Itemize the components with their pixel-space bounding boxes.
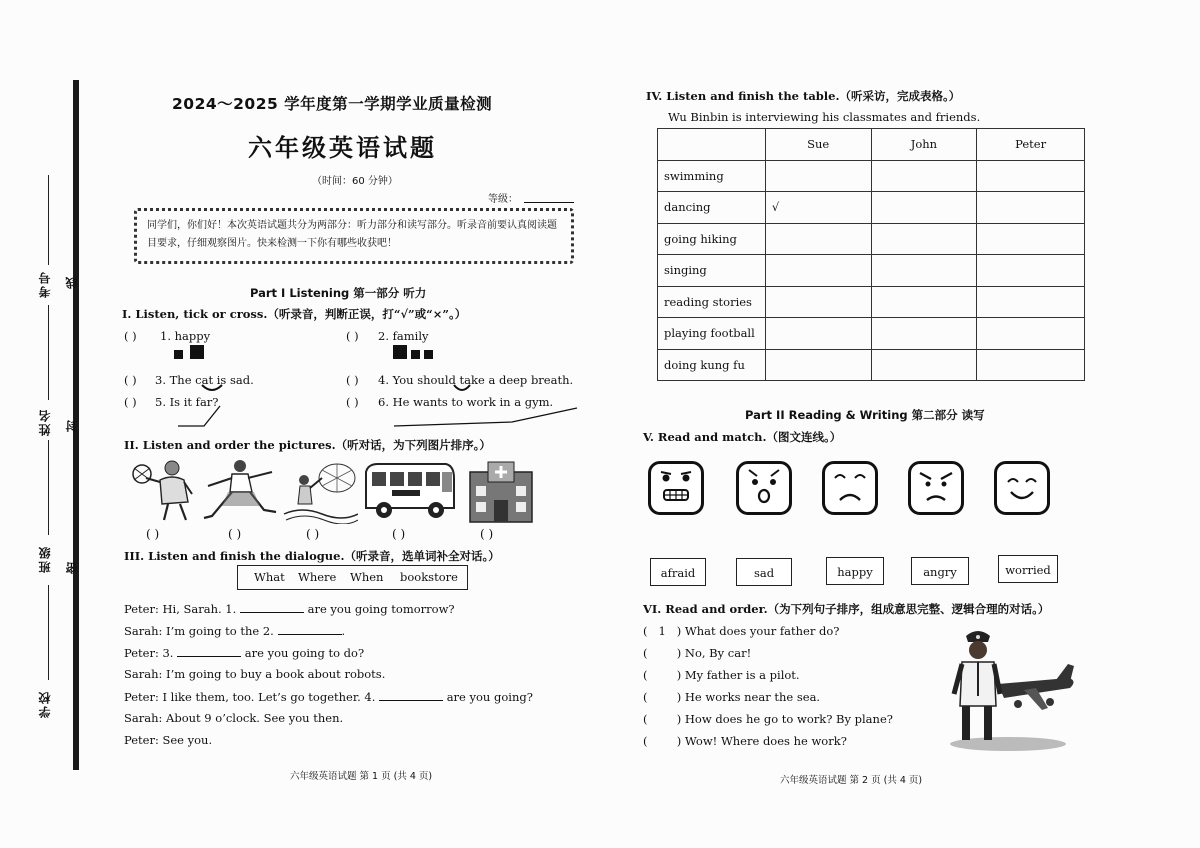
table-row — [658, 223, 1085, 255]
order-text: He works near the sea. — [684, 690, 821, 704]
john-cell[interactable] — [871, 223, 977, 255]
table-header: Sue — [765, 129, 871, 161]
dialogue-post: are you going tomorrow? — [307, 602, 455, 616]
answer-paren[interactable]: ( ) — [124, 329, 137, 343]
dialogue-post: . — [341, 624, 346, 638]
class-line — [48, 440, 49, 535]
answer-paren[interactable]: ( ) — [346, 395, 359, 409]
seal-seal-label: 封 — [65, 418, 79, 432]
match-word-box[interactable] — [998, 555, 1058, 583]
john-cell[interactable] — [871, 286, 977, 318]
answer-blank[interactable] — [379, 689, 443, 701]
section5-title: V. Read and match.（图文连线。） — [643, 430, 842, 444]
sue-cell[interactable]: √ — [765, 192, 871, 224]
linking-mark — [200, 383, 224, 393]
sad-face-icon — [822, 461, 878, 515]
peter-cell[interactable] — [977, 255, 1085, 287]
match-word: sad — [753, 566, 775, 580]
activity-cell: swimming — [658, 160, 766, 192]
worried-face-icon — [648, 461, 704, 515]
stress-block-small — [174, 350, 183, 359]
order-item: ( ) He works near the sea. — [643, 690, 821, 704]
activity-cell: playing football — [658, 318, 766, 350]
intro-text: 同学们，你们好！本次英语试题共分为两部分：听力部分和读写部分。听录音前要认真阅读题目要求，仔细观察图片。快来检测一下你有哪些收获吧！ — [147, 220, 557, 249]
answer-blank[interactable] — [240, 601, 304, 613]
answer-paren[interactable]: ( ) — [346, 329, 359, 343]
item-text: 1. happy — [160, 329, 211, 343]
order-paren[interactable]: ( ) — [392, 527, 406, 541]
order-text: Wow! Where does he work? — [684, 734, 847, 748]
order-item: ( ) Wow! Where does he work? — [643, 734, 847, 748]
stress-block-small — [411, 350, 420, 359]
order-item: ( ) My father is a pilot. — [643, 668, 800, 682]
class-label: 班级 — [38, 545, 52, 573]
item-text: 2. family — [378, 329, 429, 343]
stress-block-large — [393, 345, 407, 359]
table-row — [658, 318, 1085, 350]
answer-paren[interactable]: ( ) — [346, 373, 359, 387]
section4-title: IV. Listen and finish the table.（听采访，完成表格。） — [646, 89, 961, 103]
order-text: How does he go to work? By plane? — [684, 712, 893, 726]
answer-blank[interactable] — [177, 645, 241, 657]
order-paren[interactable]: ( ) — [480, 527, 494, 541]
word-bank-item: Where — [298, 570, 337, 584]
section4-subtitle: Wu Binbin is interviewing his classmates and friends. — [668, 110, 981, 124]
john-cell[interactable] — [871, 255, 977, 287]
dialogue-post: are you going? — [446, 690, 533, 704]
order-number[interactable]: 1 — [658, 624, 666, 638]
happy-face-icon — [994, 461, 1050, 515]
dialogue-line — [124, 601, 455, 616]
activity-cell: singing — [658, 255, 766, 287]
sue-cell[interactable] — [765, 223, 871, 255]
activity-cell: going hiking — [658, 223, 766, 255]
john-cell[interactable] — [871, 160, 977, 192]
dialogue-pre: Sarah: I’m going to buy a book about robots. — [124, 667, 386, 681]
exam-title: 六年级英语试题 — [248, 134, 437, 162]
interview-table — [657, 128, 1085, 381]
basketball-player-picture — [128, 458, 198, 524]
sue-cell[interactable] — [765, 318, 871, 350]
item-text: 3. The cat is sad. — [155, 373, 254, 387]
dialogue-line — [124, 623, 345, 638]
dialogue-pre: Sarah: I’m going to the 2. — [124, 624, 274, 638]
order-item: ( ) No, By car! — [643, 646, 752, 660]
dialogue-pre: Peter: 3. — [124, 646, 174, 660]
john-cell[interactable] — [871, 318, 977, 350]
table-header-row — [658, 129, 1085, 161]
exam-no-line — [48, 175, 49, 265]
linking-mark — [452, 383, 472, 393]
seal-line-label: 线 — [65, 275, 79, 289]
activity-cell: doing kung fu — [658, 349, 766, 381]
dialogue-line — [124, 645, 364, 660]
match-word-box[interactable] — [911, 557, 969, 585]
match-word-box[interactable] — [650, 558, 706, 586]
answer-blank[interactable] — [278, 623, 342, 635]
kung-fu-picture — [202, 458, 278, 524]
table-row — [658, 160, 1085, 192]
table-row — [658, 349, 1085, 381]
year-title: 2024～2025 学年度第一学期学业质量检测 — [172, 95, 493, 113]
page-footer: 六年级英语试题 第 2 页 (共 4 页) — [780, 775, 923, 786]
match-word: afraid — [660, 566, 696, 580]
dialogue-line — [124, 711, 343, 725]
intonation-arrow — [176, 400, 226, 430]
activity-cell: dancing — [658, 192, 766, 224]
word-bank-item: When — [350, 570, 384, 584]
match-word-box[interactable] — [826, 557, 884, 585]
section6-title: VI. Read and order.（为下列句子排序，组成意思完整、逻辑合理的对话。） — [643, 602, 1050, 616]
intonation-arrow — [392, 400, 582, 430]
name-line — [48, 305, 49, 400]
table-row — [658, 255, 1085, 287]
match-word: happy — [837, 565, 873, 579]
table-header: John — [871, 129, 977, 161]
table-row — [658, 192, 1085, 224]
answer-paren[interactable]: ( ) — [124, 395, 137, 409]
part2-title: Part II Reading & Writing 第二部分 读写 — [745, 408, 985, 422]
match-word: worried — [1005, 563, 1051, 577]
sue-cell[interactable] — [765, 160, 871, 192]
school-bus-picture — [362, 458, 458, 524]
seal-secret-label: 密 — [65, 560, 79, 574]
peter-cell[interactable] — [977, 223, 1085, 255]
sue-cell[interactable] — [765, 286, 871, 318]
dialogue-post: are you going to do? — [244, 646, 365, 660]
stress-block-large — [190, 345, 204, 359]
order-item: ( ) How does he go to work? By plane? — [643, 712, 893, 726]
dialogue-pre: Peter: I like them, too. Let’s go together. 4. — [124, 690, 376, 704]
dialogue-pre: Peter: Hi, Sarah. 1. — [124, 602, 237, 616]
order-text: No, By car! — [684, 646, 752, 660]
item-text: 5. Is it far? — [155, 395, 219, 409]
sue-cell[interactable] — [765, 349, 871, 381]
table-header: Peter — [977, 129, 1085, 161]
afraid-face-icon — [736, 461, 792, 515]
word-bank — [237, 565, 468, 590]
table-row — [658, 286, 1085, 318]
time-note: （时间：60 分钟） — [312, 176, 398, 187]
dialogue-line — [124, 667, 385, 681]
grade-blank[interactable] — [524, 202, 574, 203]
page-footer: 六年级英语试题 第 1 页 (共 4 页) — [290, 771, 433, 782]
match-word-box[interactable] — [736, 558, 792, 586]
order-paren[interactable]: ( ) — [228, 527, 242, 541]
section3-title: III. Listen and finish the dialogue.（听录音，选单词补全对话。） — [124, 549, 500, 563]
john-cell[interactable] — [871, 349, 977, 381]
item-text: 6. He wants to work in a gym. — [378, 395, 554, 409]
sue-cell[interactable] — [765, 255, 871, 287]
peter-cell[interactable] — [977, 160, 1085, 192]
section2-title: II. Listen and order the pictures.（听对话，为下列图片排序。） — [124, 438, 491, 452]
section1-title: I. Listen, tick or cross.（听录音，判断正误，打“√”或“×”。） — [122, 307, 467, 321]
dialogue-line — [124, 689, 533, 704]
word-bank-item: What — [254, 570, 285, 584]
item-text: 4. You should take a deep breath. — [378, 373, 574, 387]
table-header — [658, 129, 766, 161]
part1-title: Part I Listening 第一部分 听力 — [250, 286, 427, 300]
order-item: ( 1 ) What does your father do? — [643, 624, 840, 638]
name-label: 姓名 — [38, 408, 52, 436]
peter-cell[interactable] — [977, 318, 1085, 350]
john-cell[interactable] — [871, 192, 977, 224]
peter-cell[interactable] — [977, 192, 1085, 224]
school-line — [48, 585, 49, 680]
dialogue-pre: Sarah: About 9 o’clock. See you then. — [124, 711, 344, 725]
angry-face-icon — [908, 461, 964, 515]
pilot-and-plane-picture — [938, 624, 1088, 754]
word-bank-item: bookstore — [400, 570, 458, 584]
order-paren[interactable]: ( ) — [306, 527, 320, 541]
intro-box — [134, 208, 574, 264]
fishing-net-picture — [282, 458, 358, 524]
match-word: angry — [923, 565, 957, 579]
order-text: What does your father do? — [684, 624, 840, 638]
hospital-picture — [466, 458, 536, 524]
order-paren[interactable]: ( ) — [146, 527, 160, 541]
school-label: 学校 — [38, 690, 52, 718]
dialogue-pre: Peter: See you. — [124, 733, 213, 747]
answer-paren[interactable]: ( ) — [124, 373, 137, 387]
dialogue-line — [124, 733, 212, 747]
peter-cell[interactable] — [977, 349, 1085, 381]
grade-label: 等级： — [488, 194, 518, 205]
exam-no-label: 考号 — [38, 270, 52, 298]
stress-block-small — [424, 350, 433, 359]
activity-cell: reading stories — [658, 286, 766, 318]
peter-cell[interactable] — [977, 286, 1085, 318]
order-text: My father is a pilot. — [684, 668, 800, 682]
